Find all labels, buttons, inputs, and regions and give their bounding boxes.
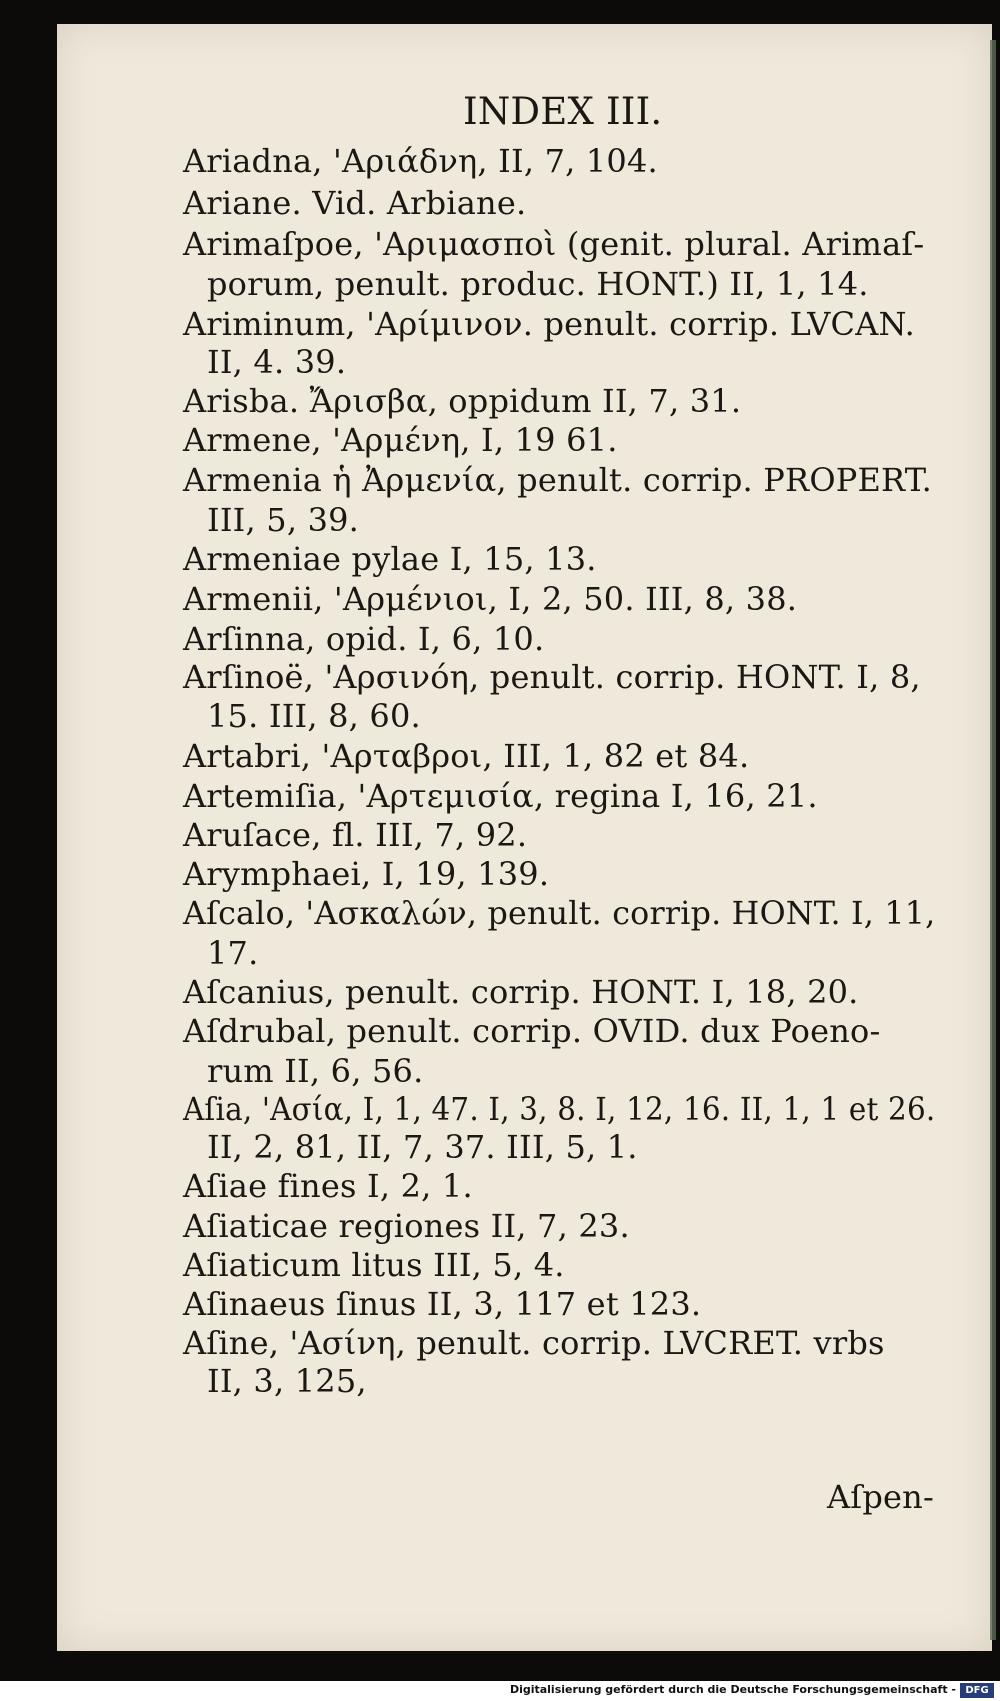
index-entry-line: Aſiae fines I, 2, 1. bbox=[183, 1167, 473, 1205]
index-entry-line: Aſcalo, 'Ασκαλών, penult. corrip. HONT. I, 11, bbox=[183, 894, 936, 932]
footer-credit: Digitalisierung gefördert durch die Deutsche Forschungsgemeinschaft - bbox=[509, 1683, 956, 1696]
index-entry-line: II, 3, 125, bbox=[207, 1362, 367, 1400]
index-entry-line: Armenia ἡ Ἀρμενία, penult. corrip. PROPERT. bbox=[183, 461, 932, 499]
index-entry-line: Aſiaticum litus III, 5, 4. bbox=[183, 1246, 565, 1284]
index-entry-line: Arymphaei, I, 19, 139. bbox=[183, 855, 550, 893]
catchword: Aſpen- bbox=[827, 1478, 934, 1516]
index-entry-line: rum II, 6, 56. bbox=[207, 1052, 424, 1090]
index-entry-line: III, 5, 39. bbox=[207, 501, 360, 539]
index-entry-line: Ariadna, 'Αριάδνη, II, 7, 104. bbox=[183, 142, 658, 180]
index-entry-line: Aſine, 'Ασίνη, penult. corrip. LVCRET. vrbs bbox=[183, 1324, 885, 1362]
index-entry-line: 15. III, 8, 60. bbox=[207, 697, 421, 735]
index-entry-line: 17. bbox=[207, 934, 259, 972]
index-entry-line: Armene, 'Αρμένη, I, 19 61. bbox=[183, 421, 618, 459]
dfg-logo: DFG bbox=[960, 1683, 994, 1698]
running-head: INDEX III. bbox=[463, 90, 663, 133]
index-entry-line: Arſinoë, 'Αρσινόη, penult. corrip. HONT. I, 8, bbox=[183, 658, 921, 696]
index-entry-line: Artabri, 'Αρταβροι, III, 1, 82 et 84. bbox=[183, 737, 750, 775]
index-entry-line: II, 4. 39. bbox=[207, 343, 347, 381]
index-entry-line: Arimaſpoe, 'Αριμασποὶ (genit. plural. Arimaſ- bbox=[183, 225, 925, 263]
index-entry-line: Aſcanius, penult. corrip. HONT. I, 18, 20. bbox=[183, 973, 859, 1011]
index-entry-line: Arſinna, opid. I, 6, 10. bbox=[183, 620, 545, 658]
index-entry-line: Arisba. Ἄρισβα, oppidum II, 7, 31. bbox=[183, 382, 742, 420]
page-edge bbox=[990, 40, 996, 1640]
index-entry-line: Artemiſia, 'Αρτεμισία, regina I, 16, 21. bbox=[183, 777, 818, 815]
index-entry-line: Aruſace, fl. III, 7, 92. bbox=[183, 816, 528, 854]
index-entry-line: II, 2, 81, II, 7, 37. III, 5, 1. bbox=[207, 1128, 638, 1166]
index-entry-line: Aſiaticae regiones II, 7, 23. bbox=[183, 1207, 630, 1245]
index-entry-line: Aſia, 'Ασία, I, 1, 47. I, 3, 8. I, 12, 16. II, 1, 1 et 26. bbox=[183, 1090, 936, 1128]
index-entry-line: Aſdrubal, penult. corrip. OVID. dux Poeno- bbox=[183, 1012, 881, 1050]
footer-strip bbox=[0, 1681, 1000, 1701]
index-entry-line: Aſinaeus ſinus II, 3, 117 et 123. bbox=[183, 1285, 702, 1323]
index-entry-line: porum, penult. produc. HONT.) II, 1, 14. bbox=[207, 265, 869, 303]
index-entry-line: Armenii, 'Αρμένιοι, I, 2, 50. III, 8, 38. bbox=[183, 580, 798, 618]
index-entry-line: Ariane. Vid. Arbiane. bbox=[183, 184, 527, 222]
index-entry-line: Ariminum, 'Αρίμινον. penult. corrip. LVCAN. bbox=[183, 305, 916, 343]
index-entry-line: Armeniae pylae I, 15, 13. bbox=[183, 540, 597, 578]
